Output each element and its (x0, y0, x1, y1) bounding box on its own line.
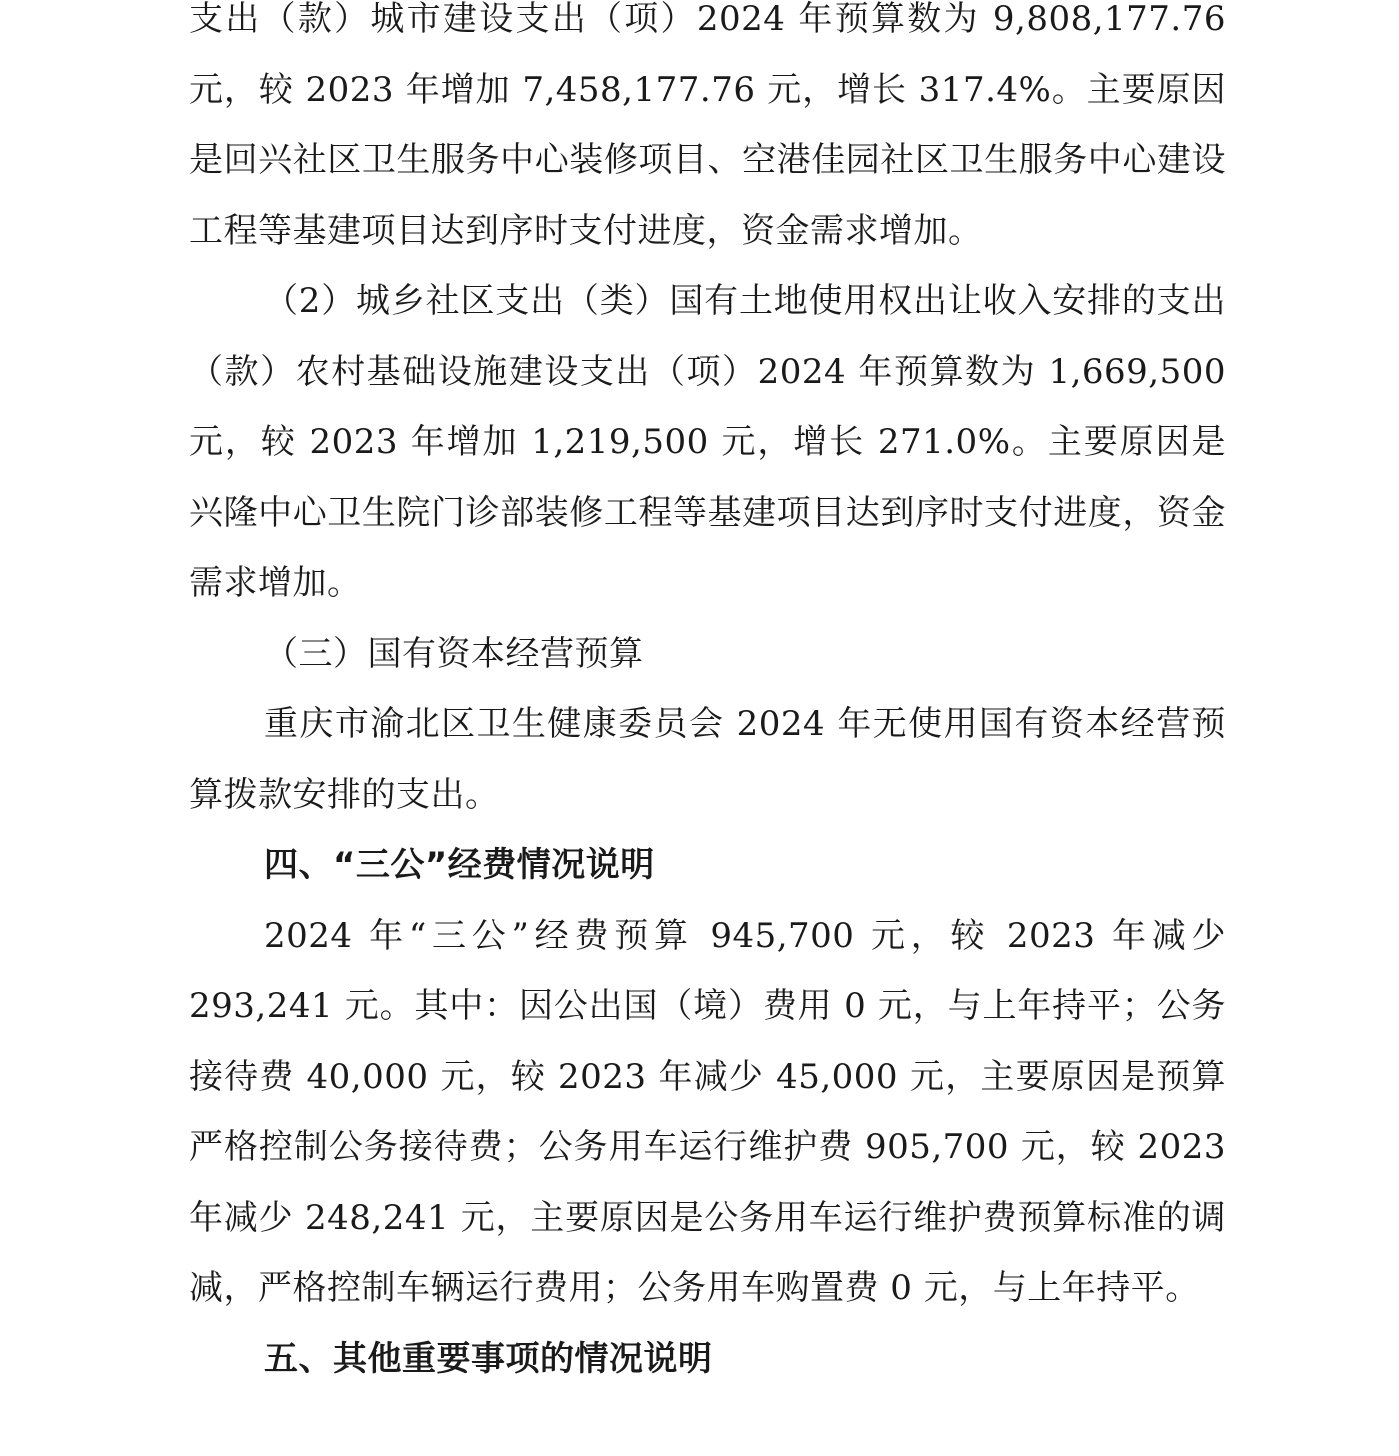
paragraph-three-public: 2024 年“三公”经费预算 945,700 元，较 2023 年减少 293,241 元。其中：因公出国（境）费用 0 元，与上年持平；公务接待费 40,000 元，较 2023 年减少 45,000 元，主要原因是预算严格控制公务接待费；公务用车运行维护费 905,700 元，较 2023 年减少 248,241 元，主要原因是公务用车运行维护费预算标准的调减，严格控制车辆运行费用；公务用车购置费 0 元，与上年持平。 (189, 915, 1226, 1308)
paragraph-urban-construction: 支出（款）城市建设支出（项）2024 年预算数为 9,808,177.76 元，较 2023 年增加 7,458,177.76 元，增长 317.4%。主要原因是回兴社区卫生服务中心装修项目、空港佳园社区卫生服务中心建设工程等基建项目达到序时支付进度，资金需求增加。 (189, 0, 1226, 251)
paragraph-rural-infrastructure: （2）城乡社区支出（类）国有土地使用权出让收入安排的支出（款）农村基础设施建设支出（项）2024 年预算数为 1,669,500 元，较 2023 年增加 1,219,500 元，增长 271.0%。主要原因是兴隆中心卫生院门诊部装修工程等基建项目达到序时支付进度，资金需求增加。 (189, 281, 1226, 603)
section-heading-three-public: 四、“三公”经费情况说明 (264, 845, 655, 885)
section-heading-other-matters: 五、其他重要事项的情况说明 (264, 1338, 713, 1379)
document-page (189, 0, 1226, 1394)
section-heading-state-capital: （三）国有资本经营预算 (264, 633, 644, 674)
paragraph-state-capital: 重庆市渝北区卫生健康委员会 2024 年无使用国有资本经营预算拨款安排的支出。 (189, 704, 1226, 815)
